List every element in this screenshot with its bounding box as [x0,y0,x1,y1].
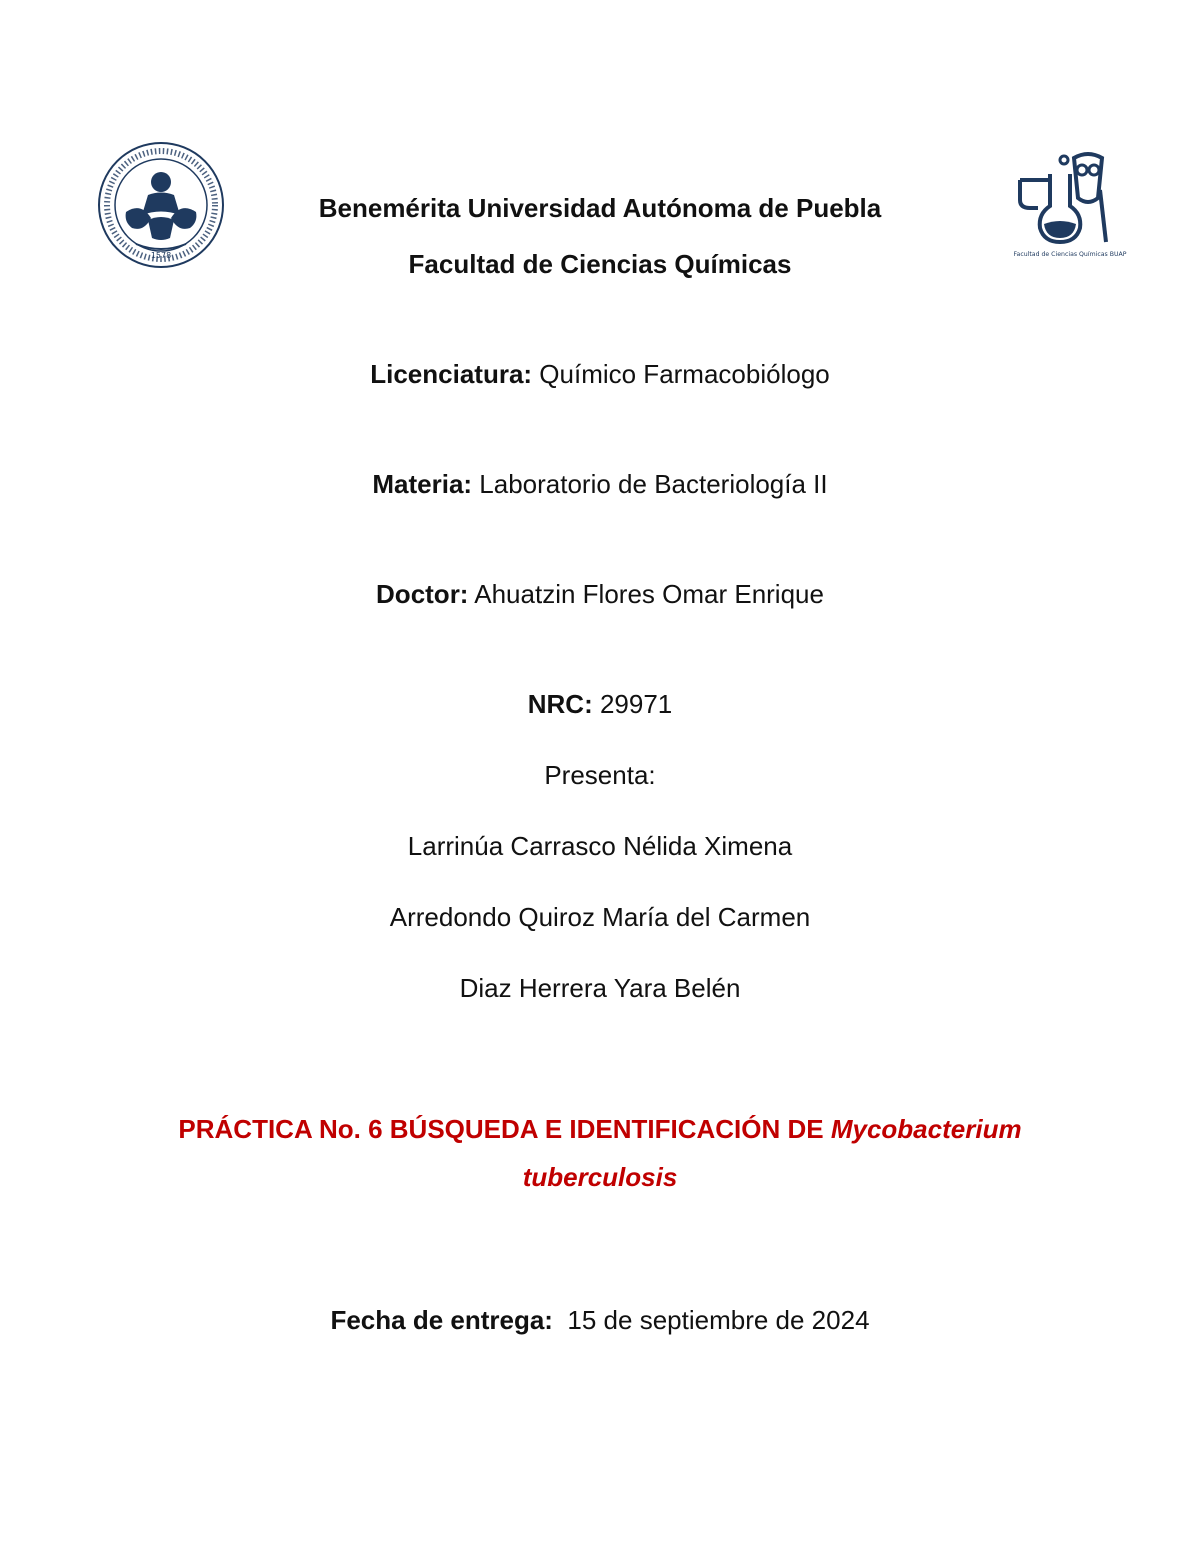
author-name: Diaz Herrera Yara Belén [459,973,741,1003]
nrc-value: 29971 [592,689,673,719]
doctor-label: Doctor: [376,579,469,609]
delivery-date-value: 15 de septiembre de 2024 [552,1305,870,1335]
nrc-label: NRC: [527,689,593,719]
materia-label: Materia: [372,469,473,499]
delivery-date-row [0,1304,1200,1336]
delivery-date-label: Fecha de entrega: [330,1305,553,1335]
doctor-row [0,578,1200,610]
university-name: Benemérita Universidad Autónoma de Puebla [318,193,882,223]
practice-title-genus: Mycobacterium [830,1114,1022,1144]
materia-value: Laboratorio de Bacteriología II [472,469,828,499]
practice-title-prefix: PRÁCTICA No. 6 BÚSQUEDA E IDENTIFICACIÓN DE [178,1114,831,1144]
seal-year: 1578 [150,251,172,260]
practice-title [0,1113,1200,1145]
author-name: Larrinúa Carrasco Nélida Ximena [407,831,793,861]
presenta-label: Presenta: [544,760,656,790]
materia-row [0,468,1200,500]
author-name: Arredondo Quiroz María del Carmen [389,902,811,932]
licenciatura-row [0,358,1200,390]
licenciatura-label: Licenciatura: [370,359,533,389]
practice-title-species: tuberculosis [522,1162,678,1192]
nrc-row [0,688,1200,720]
doctor-value: Ahuatzin Flores Omar Enrique [468,579,824,609]
licenciatura-value: Químico Farmacobiólogo [532,359,830,389]
faculty-name: Facultad de Ciencias Químicas [408,249,792,279]
faculty-logo-caption: Facultad de Ciencias Químicas BUAP [1013,251,1127,258]
